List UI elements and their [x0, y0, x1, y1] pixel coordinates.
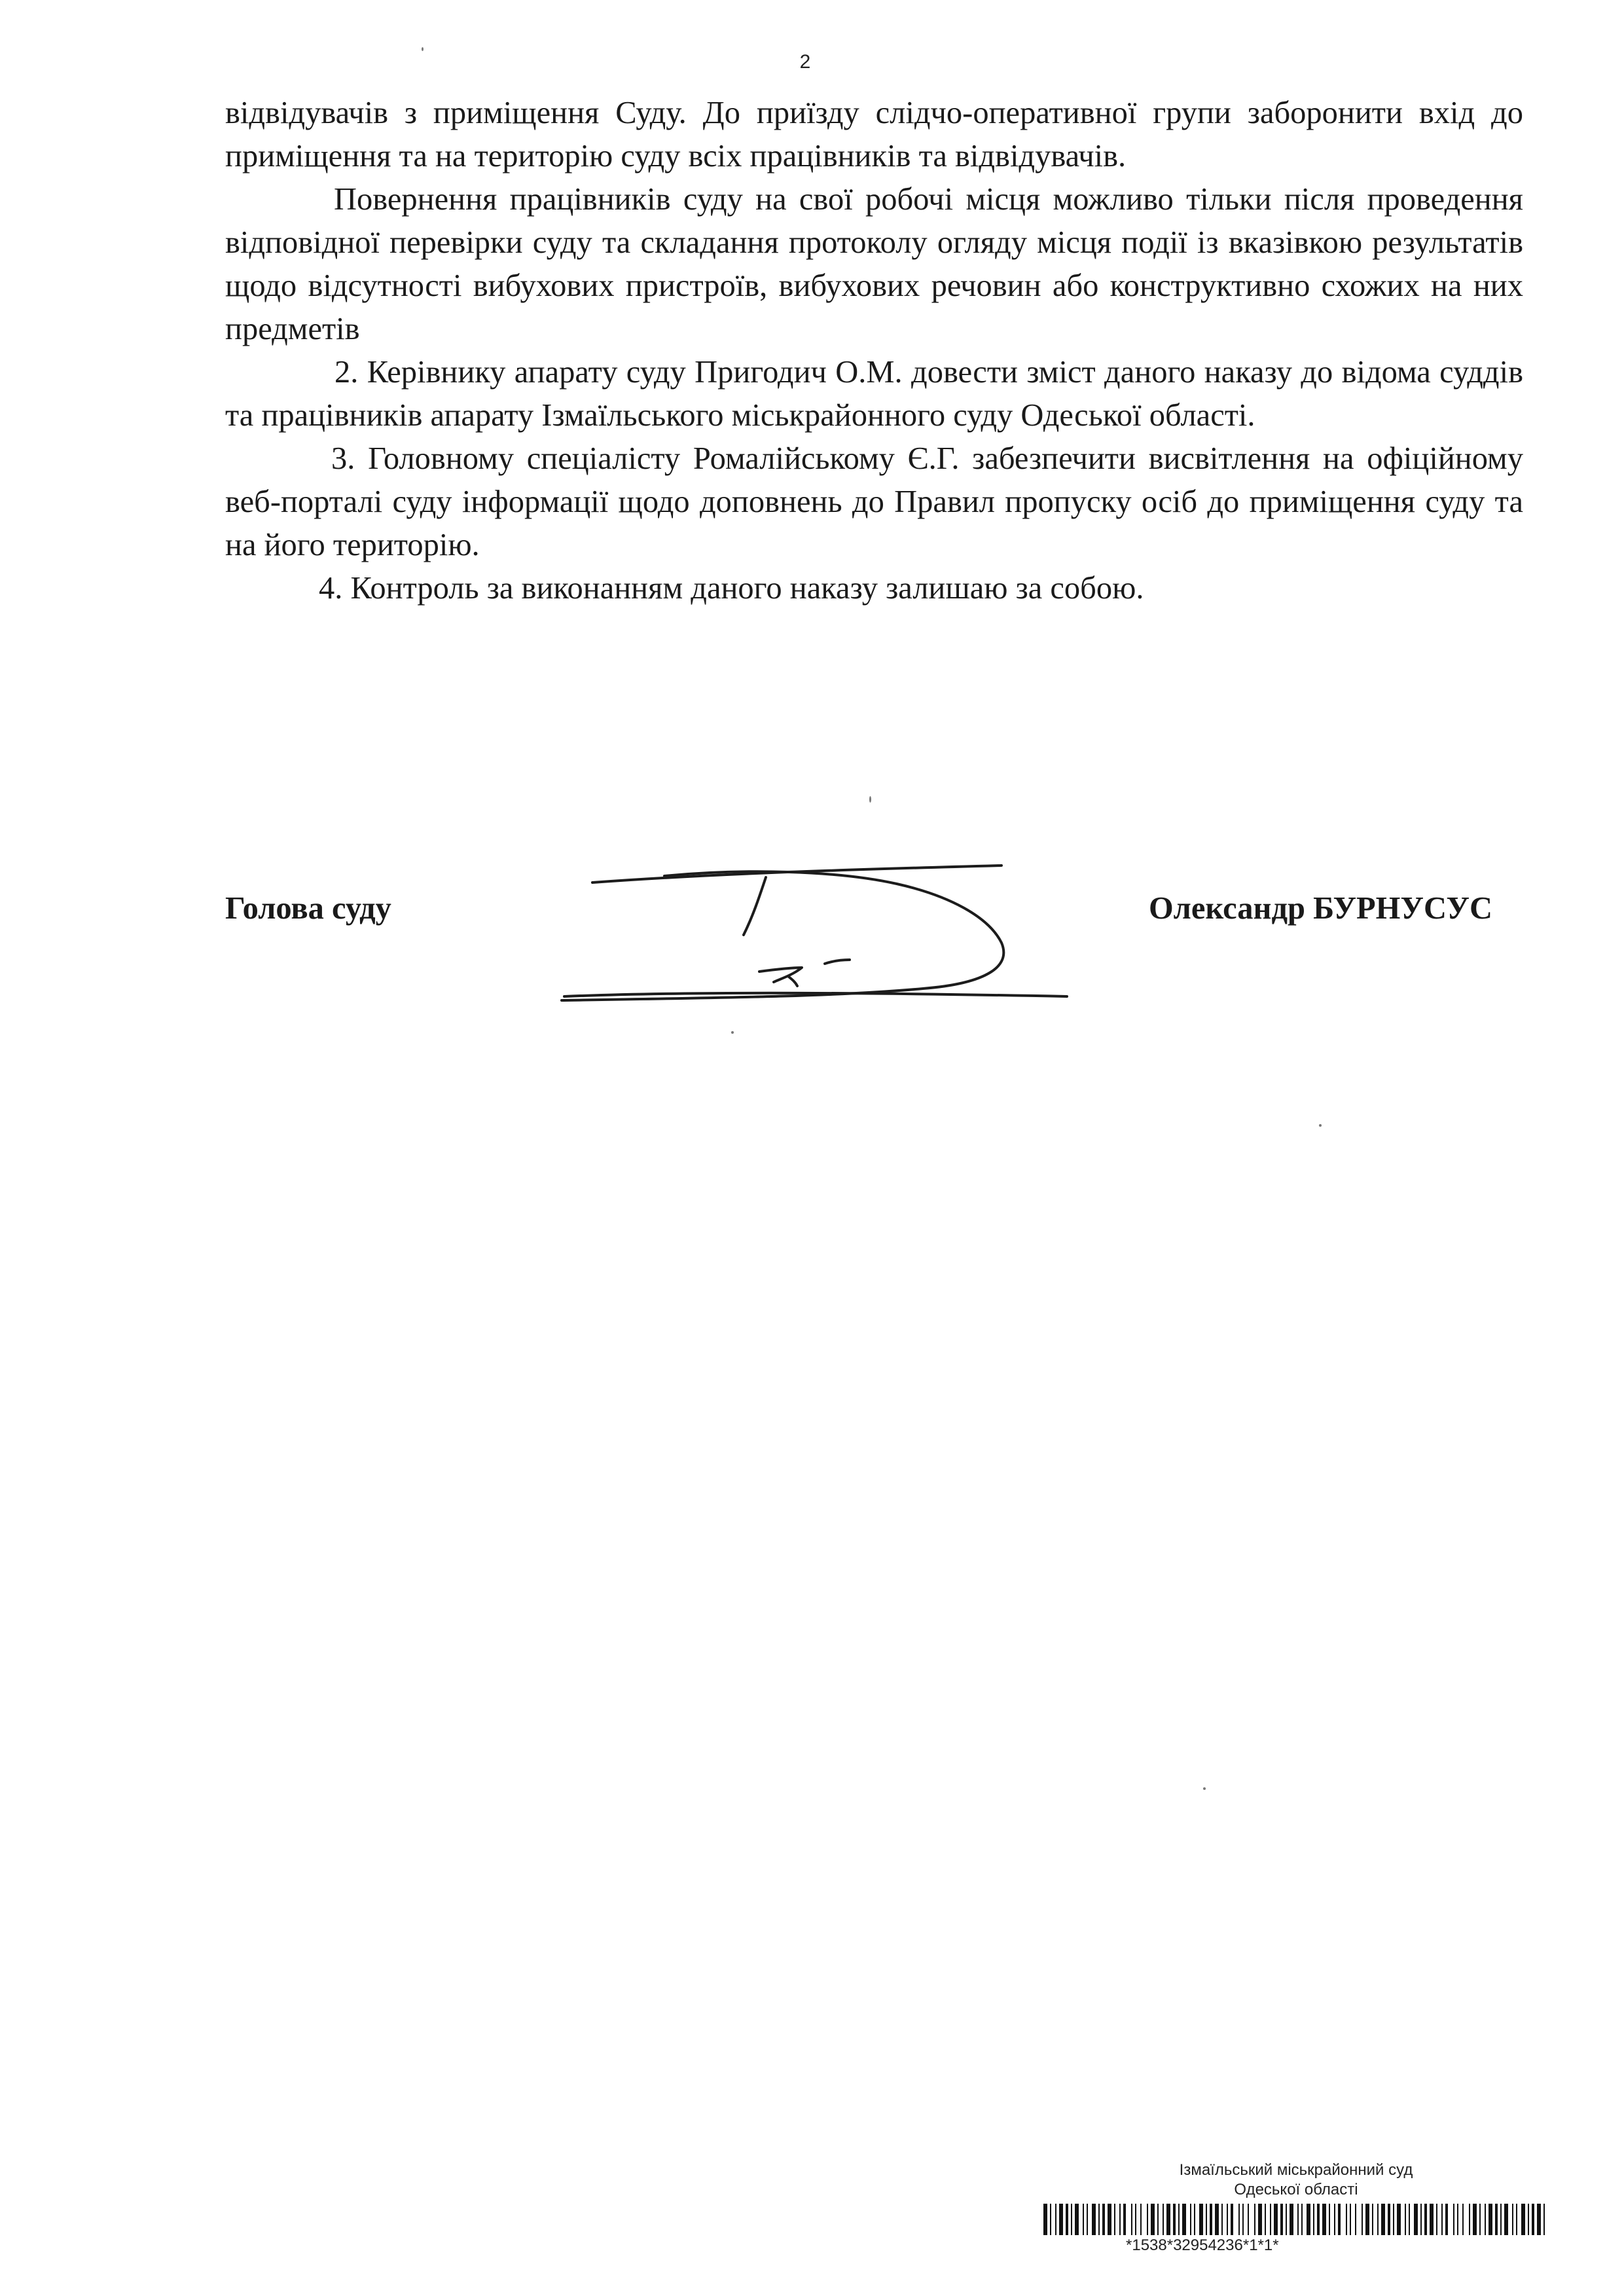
- paragraph-2: Повернення працівників суду на свої робочі місця можливо тільки після проведення відповідної перевірки суду та складання протоколу огляду місця події із вказівкою результатів щодо відсутності вибухових пристроїв, вибухових речовин або конструктивно схожих на них предметів: [225, 182, 1523, 346]
- court-registration-stamp: [1034, 2160, 1558, 2255]
- signatory-name: Олександр БУРНУСУС: [1148, 891, 1492, 926]
- scan-speck: [1203, 1787, 1206, 1790]
- page-number: 2: [799, 51, 811, 73]
- signatory-title: Голова суду: [225, 891, 391, 926]
- paragraph-3: 2. Керівнику апарату суду Пригодич О.М. довести зміст даного наказу до відома суддів та працівників апарату Ізмаїльського міськрайонного суду Одеської області.: [225, 355, 1523, 433]
- scan-speck: [731, 1031, 734, 1034]
- paragraph-5: 4. Контроль за виконанням даного наказу залишаю за собою.: [319, 571, 1144, 606]
- stamp-court-name: Ізмаїльський міськрайонний суд: [1179, 2161, 1413, 2179]
- paragraph-1: відвідувачів з приміщення Суду. До приїзду слідчо-оперативної групи заборонити вхід до приміщення та на територію суду всіх працівників та відвідувачів.: [225, 96, 1523, 173]
- scan-speck: [422, 47, 424, 51]
- scan-speck: [869, 796, 871, 803]
- scan-speck: [1319, 1124, 1322, 1127]
- barcode-icon: [1041, 2204, 1551, 2235]
- handwritten-signature: [530, 851, 1087, 1021]
- paragraph-4: 3. Головному спеціалісту Ромалійському Є.Г. забезпечити висвітлення на офіційному веб-порталі суду інформації щодо доповнень до Правил пропуску осіб до приміщення суду та на його територію.: [225, 441, 1523, 562]
- barcode-number: *1538*32954236*1*1*: [1126, 2236, 1279, 2254]
- document-body: [225, 92, 1523, 610]
- stamp-court-region: Одеської області: [1234, 2181, 1358, 2198]
